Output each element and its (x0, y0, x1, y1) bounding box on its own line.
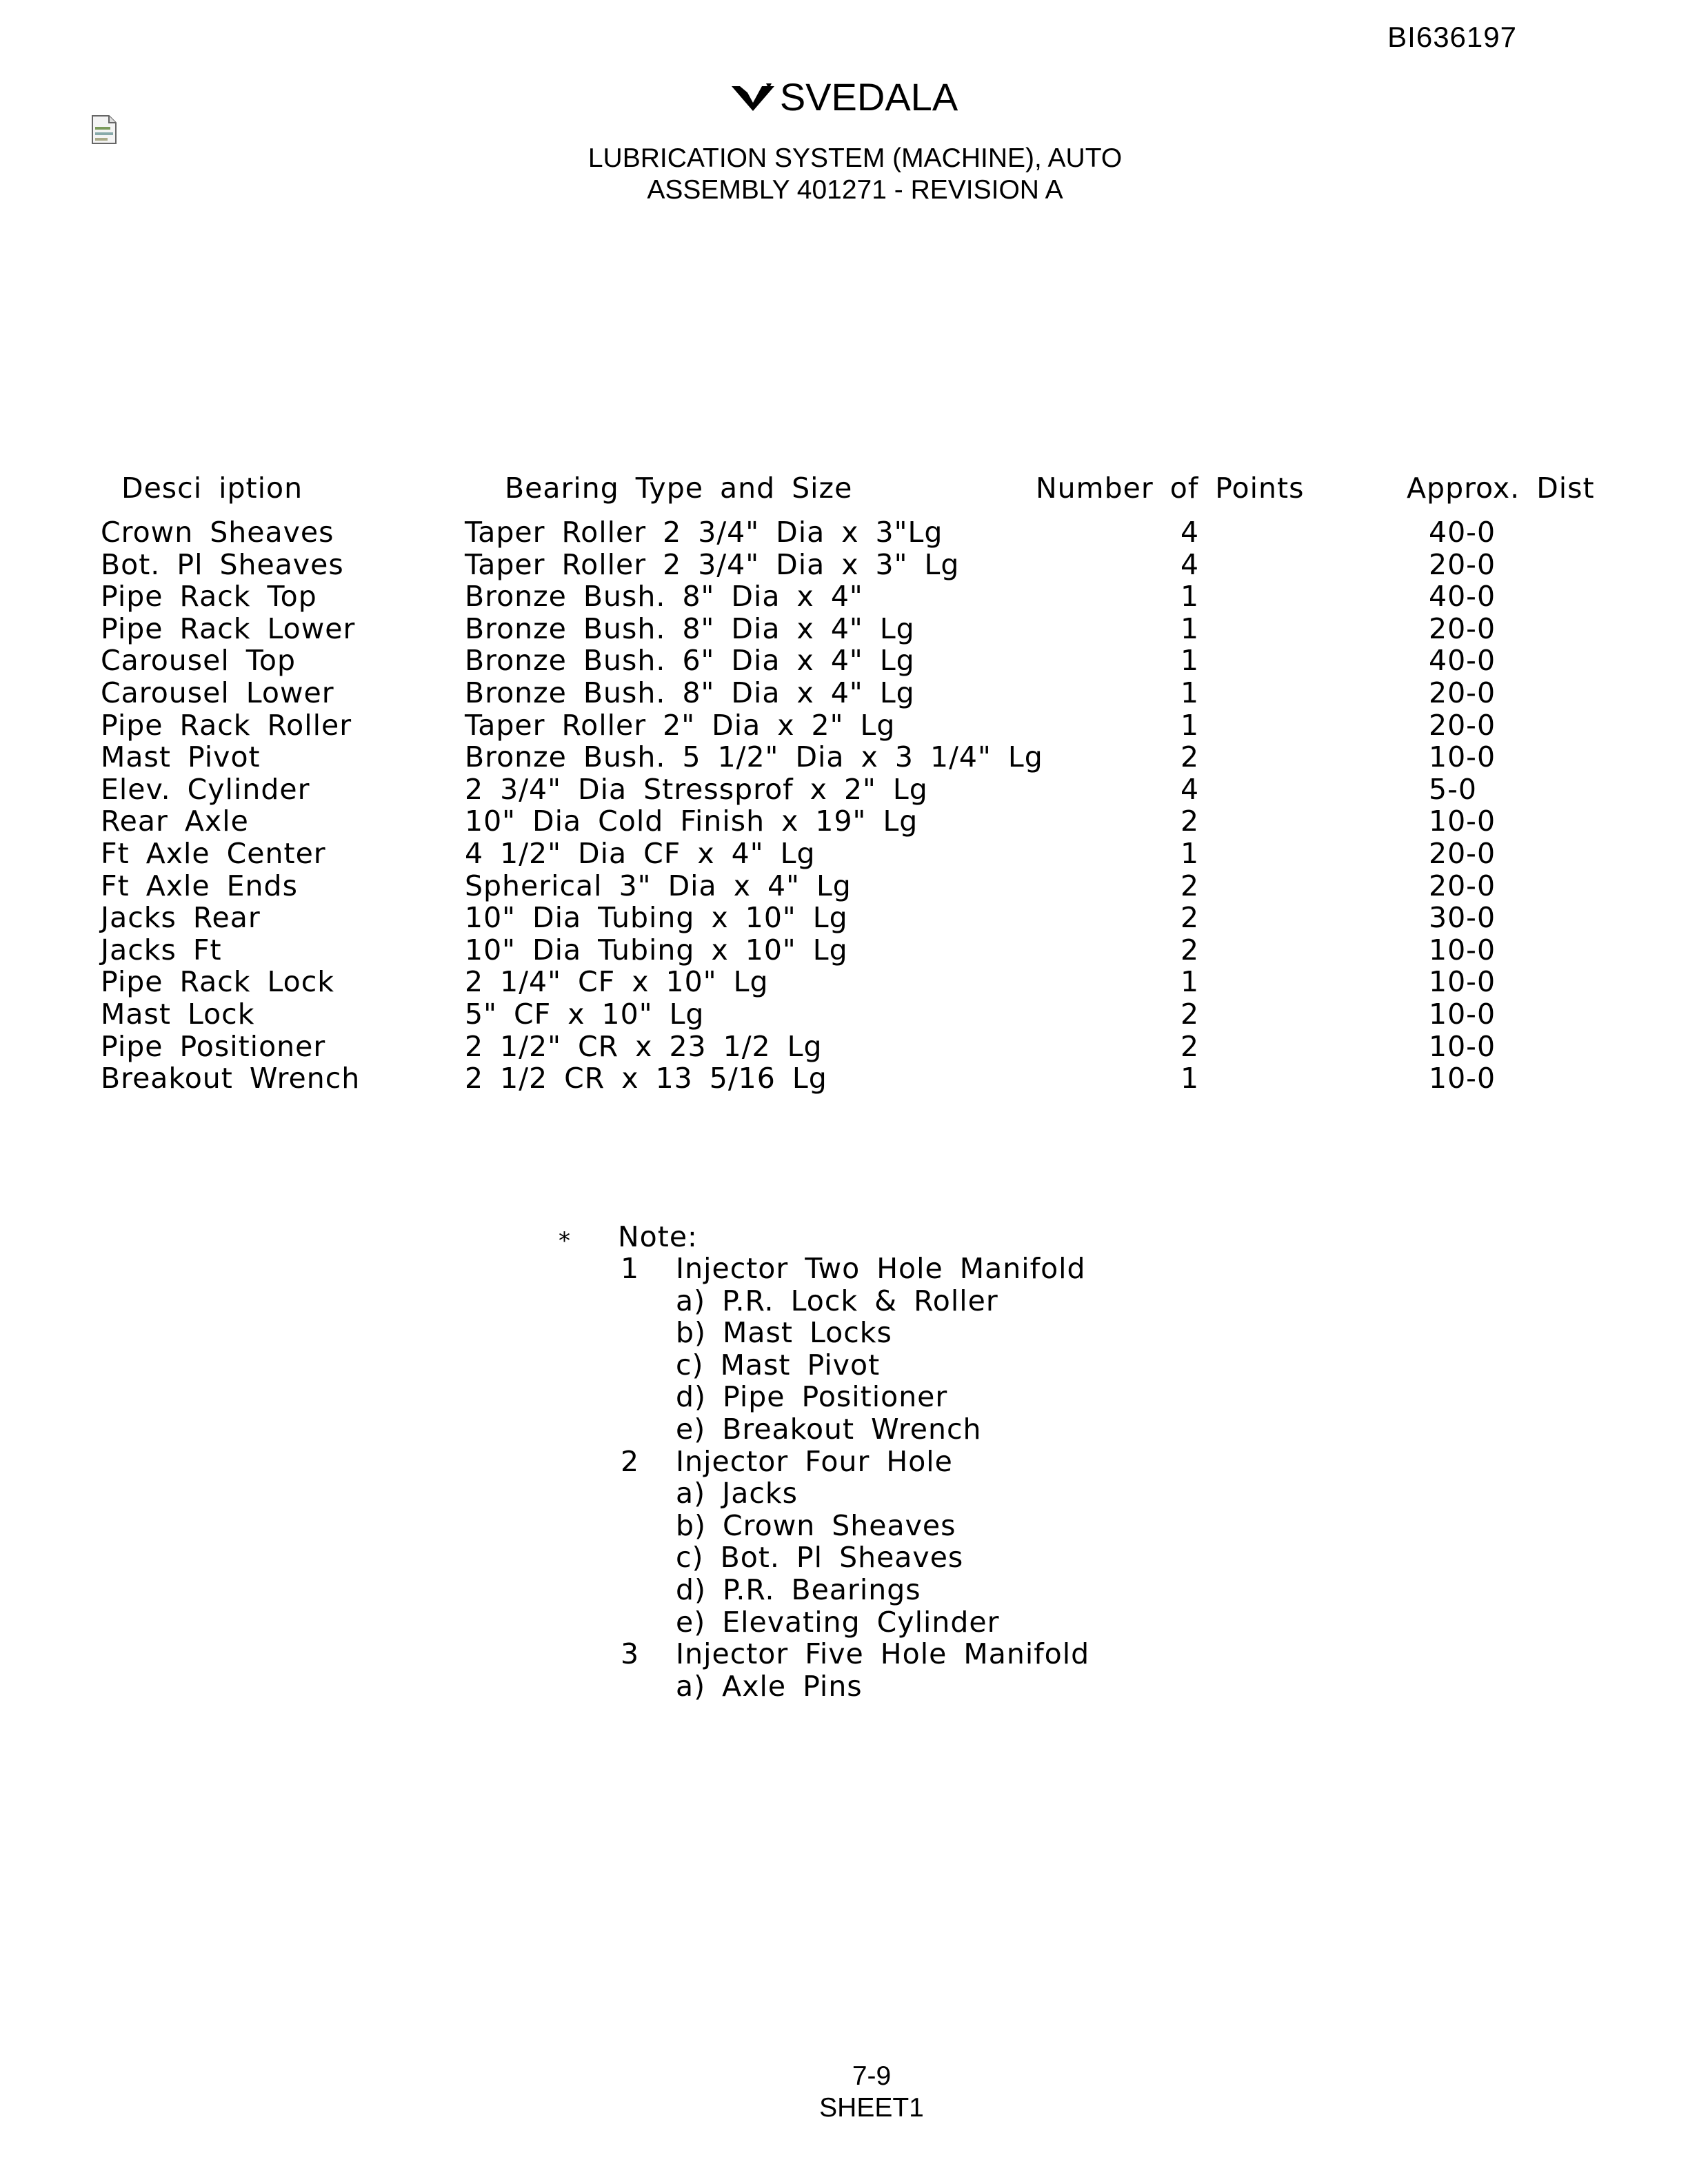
row-points: 1 (1180, 676, 1200, 709)
row-distance: 40-0 (1429, 644, 1496, 678)
row-description: Pipe Rack Lock (101, 965, 335, 999)
row-distance: 30-0 (1429, 901, 1496, 935)
row-bearing: Bronze Bush. 8" Dia x 4" (465, 580, 863, 614)
row-points: 2 (1180, 1029, 1200, 1063)
row-points: 1 (1180, 611, 1200, 645)
row-distance: 40-0 (1429, 516, 1496, 549)
row-description: Rear Axle (101, 805, 249, 838)
row-bearing: 2 3/4" Dia Stressprof x 2" Lg (465, 772, 928, 806)
document-title-line1: LUBRICATION SYSTEM (MACHINE), AUTO (587, 143, 1123, 173)
row-description: Ft Axle Ends (101, 869, 298, 902)
row-bearing: Bronze Bush. 5 1/2" Dia x 3 1/4" Lg (465, 740, 1043, 774)
row-points: 2 (1180, 805, 1200, 838)
row-distance: 10-0 (1429, 997, 1496, 1031)
row-bearing: Spherical 3" Dia x 4" Lg (465, 869, 852, 902)
row-bearing: Taper Roller 2" Dia x 2" Lg (465, 708, 896, 742)
row-bearing: Bronze Bush. 8" Dia x 4" Lg (465, 676, 915, 709)
note-number: 1 (621, 1252, 640, 1285)
row-bearing: 4 1/2" Dia CF x 4" Lg (465, 836, 816, 870)
note-item: b) Mast Locks (676, 1316, 892, 1350)
row-distance: 20-0 (1429, 708, 1496, 742)
column-header-description: Desci iption (121, 472, 303, 505)
document-id: BI636197 (1387, 21, 1517, 53)
row-distance: 10-0 (1429, 740, 1496, 774)
column-header-distance: Approx. Dist (1407, 472, 1595, 505)
row-description: Breakout Wrench (101, 1062, 361, 1095)
row-points: 2 (1180, 933, 1200, 967)
row-bearing: 10" Dia Cold Finish x 19" Lg (465, 805, 918, 838)
note-item: e) Breakout Wrench (676, 1412, 982, 1446)
row-points: 1 (1180, 708, 1200, 742)
row-distance: 10-0 (1429, 1029, 1496, 1063)
row-description: Ft Axle Center (101, 836, 326, 870)
row-points: 1 (1180, 965, 1200, 999)
row-bearing: Bronze Bush. 6" Dia x 4" Lg (465, 644, 915, 678)
row-points: 4 (1180, 547, 1200, 581)
table-row (0, 1062, 1688, 1094)
row-bearing: 2 1/2" CR x 23 1/2 Lg (465, 1029, 823, 1063)
note-item: c) Mast Pivot (676, 1348, 881, 1382)
table-row (0, 837, 1688, 869)
row-distance: 20-0 (1429, 676, 1496, 709)
note-item: d) Pipe Positioner (676, 1380, 948, 1414)
note-number: 3 (621, 1637, 640, 1671)
table-row (0, 740, 1688, 773)
row-distance: 20-0 (1429, 869, 1496, 902)
table-row (0, 869, 1688, 902)
row-description: Pipe Rack Lower (101, 611, 356, 645)
note-item: b) Crown Sheaves (676, 1508, 956, 1542)
note-item: d) P.R. Bearings (676, 1573, 921, 1606)
row-distance: 20-0 (1429, 836, 1496, 870)
row-description: Crown Sheaves (101, 516, 334, 549)
logo-text: SVEDALA (779, 75, 958, 119)
row-points: 1 (1180, 644, 1200, 678)
table-row (0, 709, 1688, 741)
table-row (0, 998, 1688, 1030)
row-description: Mast Lock (101, 997, 255, 1031)
row-points: 2 (1180, 901, 1200, 935)
note-number: 2 (621, 1444, 640, 1478)
note-item: c) Bot. Pl Sheaves (676, 1541, 964, 1575)
row-distance: 10-0 (1429, 965, 1496, 999)
row-bearing: Taper Roller 2 3/4" Dia x 3" Lg (465, 547, 960, 581)
row-points: 2 (1180, 740, 1200, 774)
table-row (0, 1030, 1688, 1062)
row-bearing: 10" Dia Tubing x 10" Lg (465, 933, 848, 967)
row-bearing: 2 1/4" CF x 10" Lg (465, 965, 769, 999)
row-bearing: 10" Dia Tubing x 10" Lg (465, 901, 848, 935)
row-description: Jacks Ft (101, 933, 222, 967)
lubrication-table (0, 516, 1688, 1094)
note-title: Injector Four Hole (676, 1444, 953, 1478)
row-description: Bot. Pl Sheaves (101, 547, 344, 581)
row-distance: 5-0 (1429, 772, 1477, 806)
table-row (0, 548, 1688, 580)
row-bearing: Taper Roller 2 3/4" Dia x 3"Lg (465, 516, 943, 549)
row-bearing: Bronze Bush. 8" Dia x 4" Lg (465, 611, 915, 645)
column-header-points: Number of Points (1036, 472, 1305, 505)
table-row (0, 644, 1688, 676)
table-row (0, 612, 1688, 645)
note-title: Injector Five Hole Manifold (676, 1637, 1090, 1671)
row-description: Elev. Cylinder (101, 772, 310, 806)
note-item: e) Elevating Cylinder (676, 1605, 1000, 1639)
table-row (0, 901, 1688, 933)
page-number: 7-9 (852, 2061, 892, 2091)
row-description: Mast Pivot (101, 740, 261, 774)
row-points: 4 (1180, 772, 1200, 806)
row-distance: 20-0 (1429, 611, 1496, 645)
row-distance: 20-0 (1429, 547, 1496, 581)
sheet-label: SHEET1 (819, 2093, 924, 2123)
row-description: Carousel Top (101, 644, 296, 678)
table-row (0, 805, 1688, 837)
document-file-icon[interactable] (91, 114, 117, 145)
row-points: 1 (1180, 836, 1200, 870)
document-title-line2: ASSEMBLY 401271 - REVISION A (647, 175, 1063, 205)
row-description: Pipe Rack Top (101, 580, 317, 614)
note-item: a) Jacks (676, 1477, 798, 1510)
table-row (0, 965, 1688, 998)
table-row (0, 773, 1688, 805)
row-distance: 10-0 (1429, 933, 1496, 967)
row-description: Pipe Rack Roller (101, 708, 352, 742)
note-asterisk: * (559, 1227, 571, 1255)
row-points: 1 (1180, 580, 1200, 614)
row-distance: 40-0 (1429, 580, 1496, 614)
row-distance: 10-0 (1429, 1062, 1496, 1095)
note-item: a) P.R. Lock & Roller (676, 1284, 998, 1317)
row-bearing: 2 1/2 CR x 13 5/16 Lg (465, 1062, 827, 1095)
column-header-bearing: Bearing Type and Size (505, 472, 853, 505)
table-row (0, 676, 1688, 709)
row-points: 2 (1180, 869, 1200, 902)
row-points: 2 (1180, 997, 1200, 1031)
note-label: Note: (618, 1220, 698, 1253)
table-row (0, 516, 1688, 548)
table-row (0, 580, 1688, 612)
note-item: a) Axle Pins (676, 1669, 863, 1703)
row-points: 1 (1180, 1062, 1200, 1095)
note-title: Injector Two Hole Manifold (676, 1252, 1086, 1285)
row-description: Carousel Lower (101, 676, 334, 709)
row-bearing: 5" CF x 10" Lg (465, 997, 705, 1031)
table-row (0, 933, 1688, 966)
company-logo (0, 74, 1688, 119)
row-description: Pipe Positioner (101, 1029, 326, 1063)
row-description: Jacks Rear (101, 901, 261, 935)
row-points: 4 (1180, 516, 1200, 549)
row-distance: 10-0 (1429, 805, 1496, 838)
svedala-logo-icon (730, 82, 776, 112)
